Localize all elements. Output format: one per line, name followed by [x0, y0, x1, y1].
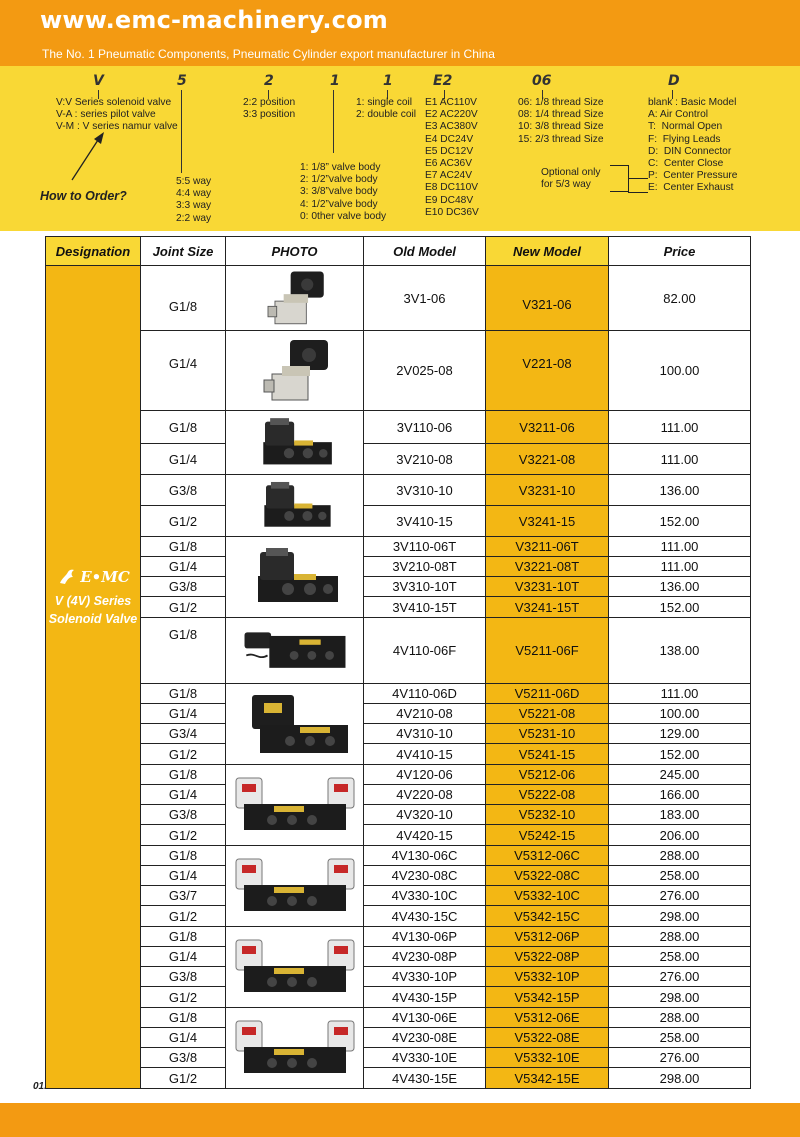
new-model-cell: V5332-10E: [486, 1048, 609, 1068]
joint-size-cell: G1/8: [141, 846, 226, 866]
runner-logo-icon: [56, 566, 78, 588]
bracket-line: [610, 165, 629, 192]
old-model-cell: 4V230-08E: [364, 1028, 486, 1048]
joint-size-cell: G1/4: [141, 704, 226, 724]
new-model-cell: V5322-08C: [486, 866, 609, 886]
photo-cell: [226, 411, 364, 475]
old-model-cell: 3V210-08: [364, 444, 486, 475]
joint-size-cell: G1/8: [141, 1008, 226, 1028]
joint-size-cell: G1/4: [141, 331, 226, 411]
price-cell: 288.00: [609, 1008, 751, 1028]
photo-cell: [226, 331, 364, 411]
photo-cell: [226, 537, 364, 618]
joint-size-cell: G1/8: [141, 927, 226, 947]
page-number: 01.: [33, 1081, 47, 1092]
old-model-cell: 3V110-06: [364, 411, 486, 444]
logo-text: E•MC: [80, 567, 130, 586]
old-model-cell: 4V310-10: [364, 724, 486, 744]
old-model-cell: 4V130-06C: [364, 846, 486, 866]
old-model-cell: 3V310-10T: [364, 577, 486, 597]
header-bar: [0, 0, 800, 66]
joint-size-cell: G1/4: [141, 785, 226, 805]
old-model-cell: 4V330-10E: [364, 1048, 486, 1068]
valve-single-coil-icon: [230, 689, 360, 759]
new-model-cell: V5242-15: [486, 825, 609, 846]
table-row: [46, 866, 751, 886]
header-new-model: New Model: [486, 237, 609, 266]
table-row: [46, 947, 751, 967]
code-part-position: 2: [264, 73, 274, 89]
table-row: [46, 906, 751, 927]
code-part-thread: 06: [532, 73, 552, 89]
joint-size-cell: G1/4: [141, 947, 226, 967]
valve-double-coil-icon: [230, 851, 360, 921]
new-model-cell: V5322-08P: [486, 947, 609, 967]
new-model-cell: V5232-10: [486, 805, 609, 825]
header-old-model: Old Model: [364, 237, 486, 266]
old-model-cell: 4V330-10C: [364, 886, 486, 906]
order-code-panel: [0, 66, 800, 231]
new-model-cell: V3211-06T: [486, 537, 609, 557]
old-model-cell: 4V220-08: [364, 785, 486, 805]
old-model-cell: 4V230-08P: [364, 947, 486, 967]
table-row: [46, 846, 751, 866]
new-model-cell: V321-06: [486, 266, 609, 331]
table-row: [46, 266, 751, 331]
table-row: [46, 805, 751, 825]
old-model-cell: 2V025-08: [364, 331, 486, 411]
joint-size-cell: G3/4: [141, 724, 226, 744]
joint-size-cell: G1/4: [141, 557, 226, 577]
way-options: 5:5 way 4:4 way 3:3 way 2:2 way: [176, 176, 212, 224]
joint-size-cell: G3/8: [141, 475, 226, 506]
optional-note: Optional only for 5/3 way: [541, 167, 601, 191]
valve-double-coil-icon: [230, 770, 360, 840]
new-model-cell: V3241-15: [486, 506, 609, 537]
valve-3way-icon: [230, 477, 360, 535]
new-model-cell: V3241-15T: [486, 597, 609, 618]
joint-size-cell: G1/4: [141, 866, 226, 886]
how-to-order-label: How to Order?: [40, 189, 127, 203]
thread-options: 06: 1/8 thread Size 08: 1/4 thread Size 10: 3/8 thread Size 15: 2/3 thread Size: [518, 97, 604, 145]
old-model-cell: 4V210-08: [364, 704, 486, 724]
new-model-cell: V221-08: [486, 331, 609, 411]
joint-size-cell: G1/2: [141, 744, 226, 765]
table-row: [46, 1068, 751, 1089]
tagline: The No. 1 Pneumatic Components, Pneumatic Cylinder export manufacturer in China: [42, 47, 495, 61]
table-row: [46, 744, 751, 765]
old-model-cell: 4V410-15: [364, 744, 486, 765]
table-row: [46, 987, 751, 1008]
joint-size-cell: G1/4: [141, 444, 226, 475]
joint-size-cell: G1/2: [141, 1068, 226, 1089]
joint-size-cell: G1/2: [141, 506, 226, 537]
joint-size-cell: G1/8: [141, 618, 226, 684]
old-model-cell: 3V310-10: [364, 475, 486, 506]
new-model-cell: V5342-15C: [486, 906, 609, 927]
old-model-cell: 4V230-08C: [364, 866, 486, 886]
table-row: [46, 506, 751, 537]
table-row: [46, 765, 751, 785]
new-model-cell: V3221-08: [486, 444, 609, 475]
bracket-line: [628, 178, 648, 179]
series-options: V:V Series solenoid valve V-A : series pilot valve V-M : V series namur valve: [56, 97, 178, 133]
new-model-cell: V3221-08T: [486, 557, 609, 577]
bracket-line: [628, 192, 648, 193]
valve-2way-small-icon: [230, 336, 360, 406]
price-cell: 245.00: [609, 765, 751, 785]
old-model-cell: 3V410-15: [364, 506, 486, 537]
price-cell: 288.00: [609, 846, 751, 866]
joint-size-cell: G1/2: [141, 987, 226, 1008]
price-cell: 166.00: [609, 785, 751, 805]
price-cell: 136.00: [609, 475, 751, 506]
new-model-cell: V5241-15: [486, 744, 609, 765]
new-model-cell: V5342-15P: [486, 987, 609, 1008]
new-model-cell: V5322-08E: [486, 1028, 609, 1048]
table-row: [46, 724, 751, 744]
price-cell: 258.00: [609, 866, 751, 886]
price-cell: 152.00: [609, 597, 751, 618]
table-row: [46, 411, 751, 444]
new-model-cell: V5342-15E: [486, 1068, 609, 1089]
footer-bar: [0, 1103, 800, 1137]
price-cell: 136.00: [609, 577, 751, 597]
new-model-cell: V3231-10T: [486, 577, 609, 597]
header-designation: Designation: [46, 237, 141, 266]
emc-logo: [46, 566, 140, 588]
tick-mark: [181, 90, 182, 173]
old-model-cell: 4V130-06P: [364, 927, 486, 947]
new-model-cell: V5332-10P: [486, 967, 609, 987]
old-model-cell: 4V420-15: [364, 825, 486, 846]
header-photo: PHOTO: [226, 237, 364, 266]
table-row: [46, 684, 751, 704]
joint-size-cell: G1/8: [141, 537, 226, 557]
price-cell: 111.00: [609, 537, 751, 557]
table-row: [46, 618, 751, 684]
table-row: [46, 704, 751, 724]
old-model-cell: 4V320-10: [364, 805, 486, 825]
new-model-cell: V5312-06P: [486, 927, 609, 947]
photo-cell: [226, 475, 364, 537]
joint-size-cell: G1/2: [141, 825, 226, 846]
photo-cell: [226, 1008, 364, 1089]
table-row: [46, 444, 751, 475]
photo-cell: [226, 618, 364, 684]
photo-cell: [226, 765, 364, 846]
price-cell: 298.00: [609, 906, 751, 927]
old-model-cell: 4V130-06E: [364, 1008, 486, 1028]
code-part-option: D: [668, 73, 680, 89]
model-options: blank : Basic Model A: Air Control T: Normal Open F: Flying Leads D: DIN Connector C: Center Close P: Center Pressure E: Center Exhaust: [648, 97, 738, 194]
valve-double-coil-icon: [230, 1013, 360, 1083]
code-part-series: V: [93, 73, 104, 89]
table-row: [46, 537, 751, 557]
price-cell: 152.00: [609, 744, 751, 765]
price-cell: 138.00: [609, 618, 751, 684]
new-model-cell: V5212-06: [486, 765, 609, 785]
price-cell: 82.00: [609, 266, 751, 331]
old-model-cell: 4V110-06F: [364, 618, 486, 684]
old-model-cell: 4V110-06D: [364, 684, 486, 704]
table-row: [46, 577, 751, 597]
photo-cell: [226, 266, 364, 331]
code-part-coil: 1: [383, 73, 393, 89]
joint-size-cell: G1/8: [141, 411, 226, 444]
new-model-cell: V5332-10C: [486, 886, 609, 906]
code-part-voltage: E2: [433, 73, 453, 89]
price-cell: 258.00: [609, 1028, 751, 1048]
price-cell: 152.00: [609, 506, 751, 537]
table-row: [46, 331, 751, 411]
new-model-cell: V5222-08: [486, 785, 609, 805]
price-table: [45, 236, 751, 1089]
table-row: [46, 785, 751, 805]
photo-cell: [226, 846, 364, 927]
table-row: [46, 825, 751, 846]
new-model-cell: V5312-06E: [486, 1008, 609, 1028]
price-cell: 276.00: [609, 967, 751, 987]
price-cell: 111.00: [609, 411, 751, 444]
joint-size-cell: G3/8: [141, 577, 226, 597]
valve-flying-leads-icon: [230, 620, 360, 682]
new-model-cell: V5312-06C: [486, 846, 609, 866]
price-cell: 111.00: [609, 444, 751, 475]
price-cell: 129.00: [609, 724, 751, 744]
joint-size-cell: G1/4: [141, 1028, 226, 1048]
joint-size-cell: G3/8: [141, 805, 226, 825]
price-cell: 206.00: [609, 825, 751, 846]
body-options: 1: 1/8” valve body 2: 1/2”valve body 3: 3/8”valve body 4: 1/2”valve body 0: 0ther valve body: [300, 162, 387, 222]
new-model-cell: V5211-06D: [486, 684, 609, 704]
old-model-cell: 4V120-06: [364, 765, 486, 785]
new-model-cell: V3211-06: [486, 411, 609, 444]
price-cell: 276.00: [609, 886, 751, 906]
new-model-cell: V5231-10: [486, 724, 609, 744]
valve-2way-small-icon: [230, 268, 360, 329]
valve-double-coil-icon: [230, 932, 360, 1002]
valve-3way-icon: [230, 413, 360, 473]
joint-size-cell: G1/8: [141, 765, 226, 785]
code-part-way: 5: [177, 73, 187, 89]
price-cell: 100.00: [609, 704, 751, 724]
price-cell: 276.00: [609, 1048, 751, 1068]
price-cell: 111.00: [609, 684, 751, 704]
tick-mark: [333, 90, 334, 153]
voltage-options: E1 AC110V E2 AC220V E3 AC380V E4 DC24V E5 DC12V E6 AC36V E7 AC24V E8 DC110V E9 DC48V E10 DC36V: [425, 97, 479, 218]
valve-3way-icon: [230, 542, 360, 612]
new-model-cell: V5211-06F: [486, 618, 609, 684]
table-row: [46, 475, 751, 506]
table-body: [46, 266, 751, 1089]
joint-size-cell: G3/8: [141, 1048, 226, 1068]
old-model-cell: 3V410-15T: [364, 597, 486, 618]
arrow-icon: [68, 132, 108, 184]
joint-size-cell: G3/8: [141, 967, 226, 987]
photo-cell: [226, 927, 364, 1008]
old-model-cell: 3V1-06: [364, 266, 486, 331]
price-cell: 183.00: [609, 805, 751, 825]
position-options: 2:2 position 3:3 position: [243, 97, 296, 121]
old-model-cell: 4V430-15C: [364, 906, 486, 927]
old-model-cell: 4V330-10P: [364, 967, 486, 987]
table-row: [46, 927, 751, 947]
table-row: [46, 886, 751, 906]
price-cell: 298.00: [609, 987, 751, 1008]
joint-size-cell: G3/7: [141, 886, 226, 906]
old-model-cell: 4V430-15P: [364, 987, 486, 1008]
photo-cell: [226, 684, 364, 765]
price-cell: 298.00: [609, 1068, 751, 1089]
table-row: [46, 597, 751, 618]
coil-options: 1: single coil 2: double coil: [356, 97, 417, 121]
table-row: [46, 1008, 751, 1028]
old-model-cell: 3V210-08T: [364, 557, 486, 577]
price-cell: 100.00: [609, 331, 751, 411]
code-part-body: 1: [330, 73, 340, 89]
table-row: [46, 967, 751, 987]
new-model-cell: V3231-10: [486, 475, 609, 506]
joint-size-cell: G1/8: [141, 684, 226, 704]
header-price: Price: [609, 237, 751, 266]
old-model-cell: 4V430-15E: [364, 1068, 486, 1089]
site-url[interactable]: www.emc-machinery.com: [40, 6, 388, 34]
new-model-cell: V5221-08: [486, 704, 609, 724]
price-cell: 288.00: [609, 927, 751, 947]
table-row: [46, 557, 751, 577]
series-name: V (4V) Series Solenoid Valve: [48, 594, 138, 626]
price-cell: 258.00: [609, 947, 751, 967]
table-header-row: [46, 237, 751, 266]
designation-cell: [46, 266, 141, 1089]
joint-size-cell: G1/2: [141, 597, 226, 618]
header-joint-size: Joint Size: [141, 237, 226, 266]
old-model-cell: 3V110-06T: [364, 537, 486, 557]
price-cell: 111.00: [609, 557, 751, 577]
joint-size-cell: G1/2: [141, 906, 226, 927]
table-row: [46, 1028, 751, 1048]
joint-size-cell: G1/8: [141, 266, 226, 331]
table-row: [46, 1048, 751, 1068]
